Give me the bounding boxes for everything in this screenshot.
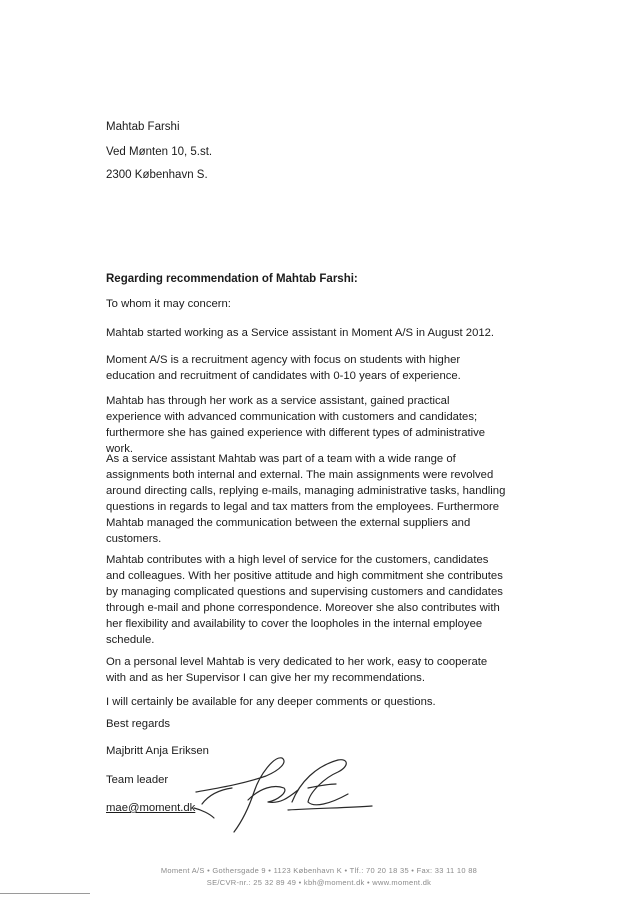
paragraph-experience: Mahtab has through her work as a service assistant, gained practical experience with advanced communication with customers and candidates; furthermore she has gained experience with different types of administrative work. bbox=[106, 395, 486, 455]
sender-street: Ved Mønten 10, 5.st. bbox=[106, 146, 213, 158]
paragraph-start-date: Mahtab started working as a Service assistant in Moment A/S in August 2012. bbox=[106, 327, 495, 339]
greeting: To whom it may concern: bbox=[106, 298, 231, 310]
paragraph-availability: I will certainly be available for any deeper comments or questions. bbox=[106, 696, 436, 708]
letter-subject: Regarding recommendation of Mahtab Farshi: bbox=[106, 273, 358, 285]
closing-regards: Best regards bbox=[106, 718, 171, 730]
signer-name: Majbritt Anja Eriksen bbox=[106, 745, 209, 757]
signer-email-link[interactable]: mae@moment.dk bbox=[106, 802, 196, 814]
handwritten-signature bbox=[188, 748, 373, 838]
paragraph-contributions: Mahtab contributes with a high level of service for the customers, candidates and colleagues. With her positive attitude and high commitment she contributes by managing complicated questions and supervising customers and candidates through e-mail and phone correspondence. Moreover she also contributes with her flexibility and availability to cover the loopholes in the internal employee schedule. bbox=[106, 554, 503, 646]
footer-company-address: Moment A/S • Gothersgade 9 • 1123 København K • Tlf.: 70 20 18 35 • Fax: 33 11 10 88 bbox=[160, 866, 478, 875]
sender-name: Mahtab Farshi bbox=[106, 121, 180, 133]
sender-city: 2300 København S. bbox=[106, 169, 208, 181]
paragraph-personal: On a personal level Mahtab is very dedicated to her work, easy to cooperate with and as her Supervisor I can give her my recommendations. bbox=[106, 656, 488, 684]
bottom-divider bbox=[0, 893, 90, 894]
paragraph-assignments: As a service assistant Mahtab was part of a team with a wide range of assignments both internal and external. The main assignments were revolved around directing calls, replying e-mails, managing administrative tasks, handling questions in regards to legal and tax matters from the employees. Furthermore Mahtab managed the communication between the external suppliers and customers. bbox=[106, 453, 506, 545]
paragraph-company: Moment A/S is a recruitment agency with focus on students with higher education and recruitment of candidates with 0-10 years of experience. bbox=[106, 354, 461, 382]
signer-title: Team leader bbox=[106, 774, 169, 786]
footer-company-contact: SE/CVR-nr.: 25 32 89 49 • kbh@moment.dk • www.moment.dk bbox=[206, 878, 432, 887]
